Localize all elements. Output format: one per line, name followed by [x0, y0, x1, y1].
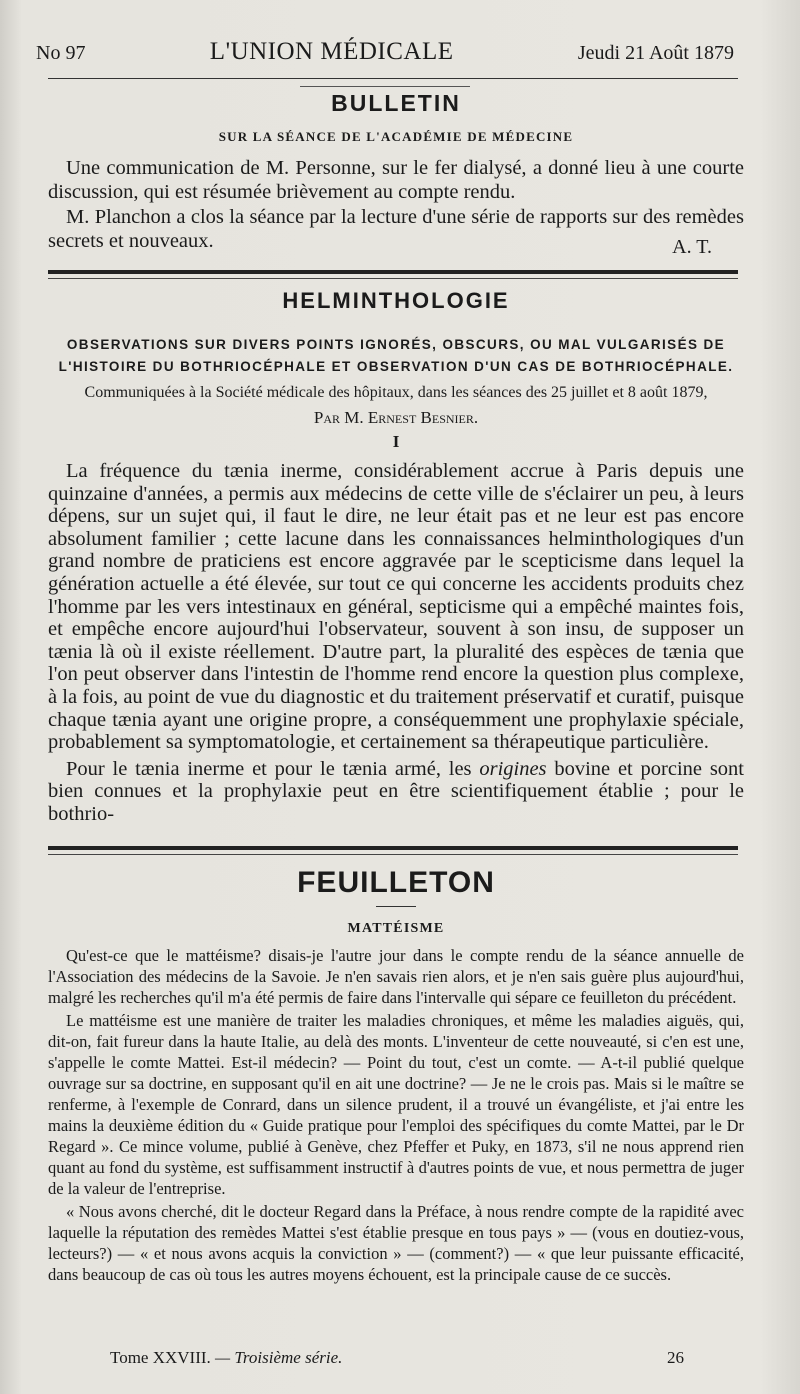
feuilleton-divider: [48, 846, 738, 850]
feuilleton-rule: [376, 906, 416, 907]
article-author: Par M. Ernest Besnier.: [313, 408, 479, 427]
bulletin-signature: A. T.: [672, 236, 712, 258]
bulletin-title: BULLETIN: [331, 90, 461, 116]
section-number: I: [392, 432, 400, 451]
feuilleton-divider-thin: [48, 854, 738, 855]
article-title-line: L'HISTOIRE DU BOTHRIOCÉPHALE ET OBSERVATION D'UN CAS DE BOTHRIOCÉPHALE.: [58, 359, 734, 374]
text-run: Pour le tænia inerme et pour le tænia armé, les: [66, 757, 480, 780]
footer-volume: [110, 1348, 342, 1368]
newspaper-title: L'UNION MÉDICALE: [209, 38, 454, 65]
text-run: bovine et porcine sont bien connues et la prophylaxie peut en être scientifiquement établie ; pour le bothrio-: [48, 757, 744, 825]
article-paragraph: La fréquence du tænia inerme, considérablement accrue à Paris depuis une quinzaine d'années, a permis aux médecins de cette ville de s'éclairer un peu, à leurs dépens, sur un sujet qui, il faut le dire, ne leur était pas et ne leur est pas encore absolument familier ; cette lacune dans les connaissances helminthologiques d'un grand nombre de praticiens est encore aggravée par le scepticisme dans lequel la génération actuelle a été élevée, sur tout ce qui concerne les accidents produits chez l'homme par les vers intestinaux en général, septicisme qui a empêché maintes fois, et empêche encore aujourd'hui l'observateur, souvent à son insu, de supposer un tænia là où il existe réellement. D'autre part, la pluralité des espèces de tænia que l'on peut observer dans l'intestin de l'homme rend encore la question plus complexe, à la fois, au point de vue du diagnostic et du traitement préservatif et curatif, puisque chaque tænia ayant une origine propre, a conséquemment une prophylaxie spéciale, probablement sa symptomatologie, et certainement sa thérapeutique particulière.: [48, 460, 744, 754]
bulletin-section: [48, 90, 744, 258]
article-communication: Communiquées à la Société médicale des hôpitaux, dans les séances des 25 juillet et 8 août 1879,: [84, 384, 708, 401]
italic-text: origines: [479, 757, 547, 780]
feuilleton-paragraph: Le mattéisme est une manière de traiter les maladies chroniques, et même les maladies aiguës, qui, dit-on, fait fureur dans la haute Italie, au delà des monts. L'inventeur de cette nouveauté, si c'en est une, s'appelle le comte Mattei. Est-il médecin? — Point du tout, c'est un comte. — A-t-il publié quelque ouvrage sur sa doctrine, en supposant qu'il en ait une doctrine? — Je ne le crois pas. Mais si le maître se renferme, à l'exemple de Conrard, dans un silence prudent, il a trouvé un évangéliste, et j'ai entre les mains la deuxième édition du « Guide pratique pour l'emploi des spécifiques du comte Mattei, par le Dr Regard ». Ce mince volume, publié à Genève, chez Pfeffer et Puky, en 1873, s'il ne nous apprend rien quant au fond du système, est suffisamment instructif à d'autres points de vue, et nous permettra de juger de la valeur de l'entreprise.: [48, 1011, 744, 1198]
section-divider-thin: [48, 278, 738, 279]
feuilleton-section: [48, 866, 744, 1285]
page-footer: [110, 1348, 684, 1368]
section-divider: [48, 270, 738, 274]
feuilleton-subtitle: MATTÉISME: [347, 921, 445, 936]
masthead: [36, 38, 734, 66]
article-title-line: OBSERVATIONS SUR DIVERS POINTS IGNORÉS, OBSCURS, OU MAL VULGARISÉS DE: [66, 337, 726, 352]
article-title: [48, 334, 744, 378]
helminthologie-title: HELMINTHOLOGIE: [282, 288, 510, 313]
issue-number: No 97: [36, 42, 86, 64]
bulletin-subtitle: SUR LA SÉANCE DE L'ACADÉMIE DE MÉDECINE: [218, 129, 574, 144]
feuilleton-paragraph: « Nous avons cherché, dit le docteur Regard dans la Préface, à nous rendre compte de la rapidité avec laquelle la réputation des remèdes Mattei s'est établie presque en tous pays » — (vous en doutiez-vous, lecteurs?) — « et nous avons acquis la conviction » — (comment?) — « que leur puissante efficacité, dans beaucoup de cas où tous les autres moyens échouent, est la principale cause de ce succès.: [48, 1202, 744, 1284]
volume-text: Tome XXVIII.: [110, 1348, 211, 1367]
series-text: — Troisième série.: [215, 1348, 343, 1367]
masthead-subrule: [300, 86, 470, 87]
feuilleton-paragraph: Qu'est-ce que le mattéisme? disais-je l'autre jour dans le compte rendu de la séance annuelle de l'Association des médecins de la Savoie. Je n'en savais rien alors, et je n'en sais guère plus aujourd'hui, malgré les recherches qu'il m'a été permis de faire dans l'intervalle qui sépare ce feuilleton du précédent.: [48, 946, 744, 1007]
helminthologie-section: [48, 288, 744, 826]
masthead-rule: [48, 78, 738, 79]
feuilleton-title: FEUILLETON: [297, 866, 495, 899]
page-number: 26: [667, 1348, 684, 1367]
article-paragraph: [48, 758, 744, 826]
issue-date: Jeudi 21 Août 1879: [577, 42, 734, 64]
bulletin-paragraph: Une communication de M. Personne, sur le fer dialysé, a donné lieu à une courte discussion, qui est résumée brièvement au compte rendu.: [48, 157, 744, 203]
bulletin-paragraph: M. Planchon a clos la séance par la lecture d'une série de rapports sur des remèdes secrets et nouveaux.: [48, 206, 744, 252]
